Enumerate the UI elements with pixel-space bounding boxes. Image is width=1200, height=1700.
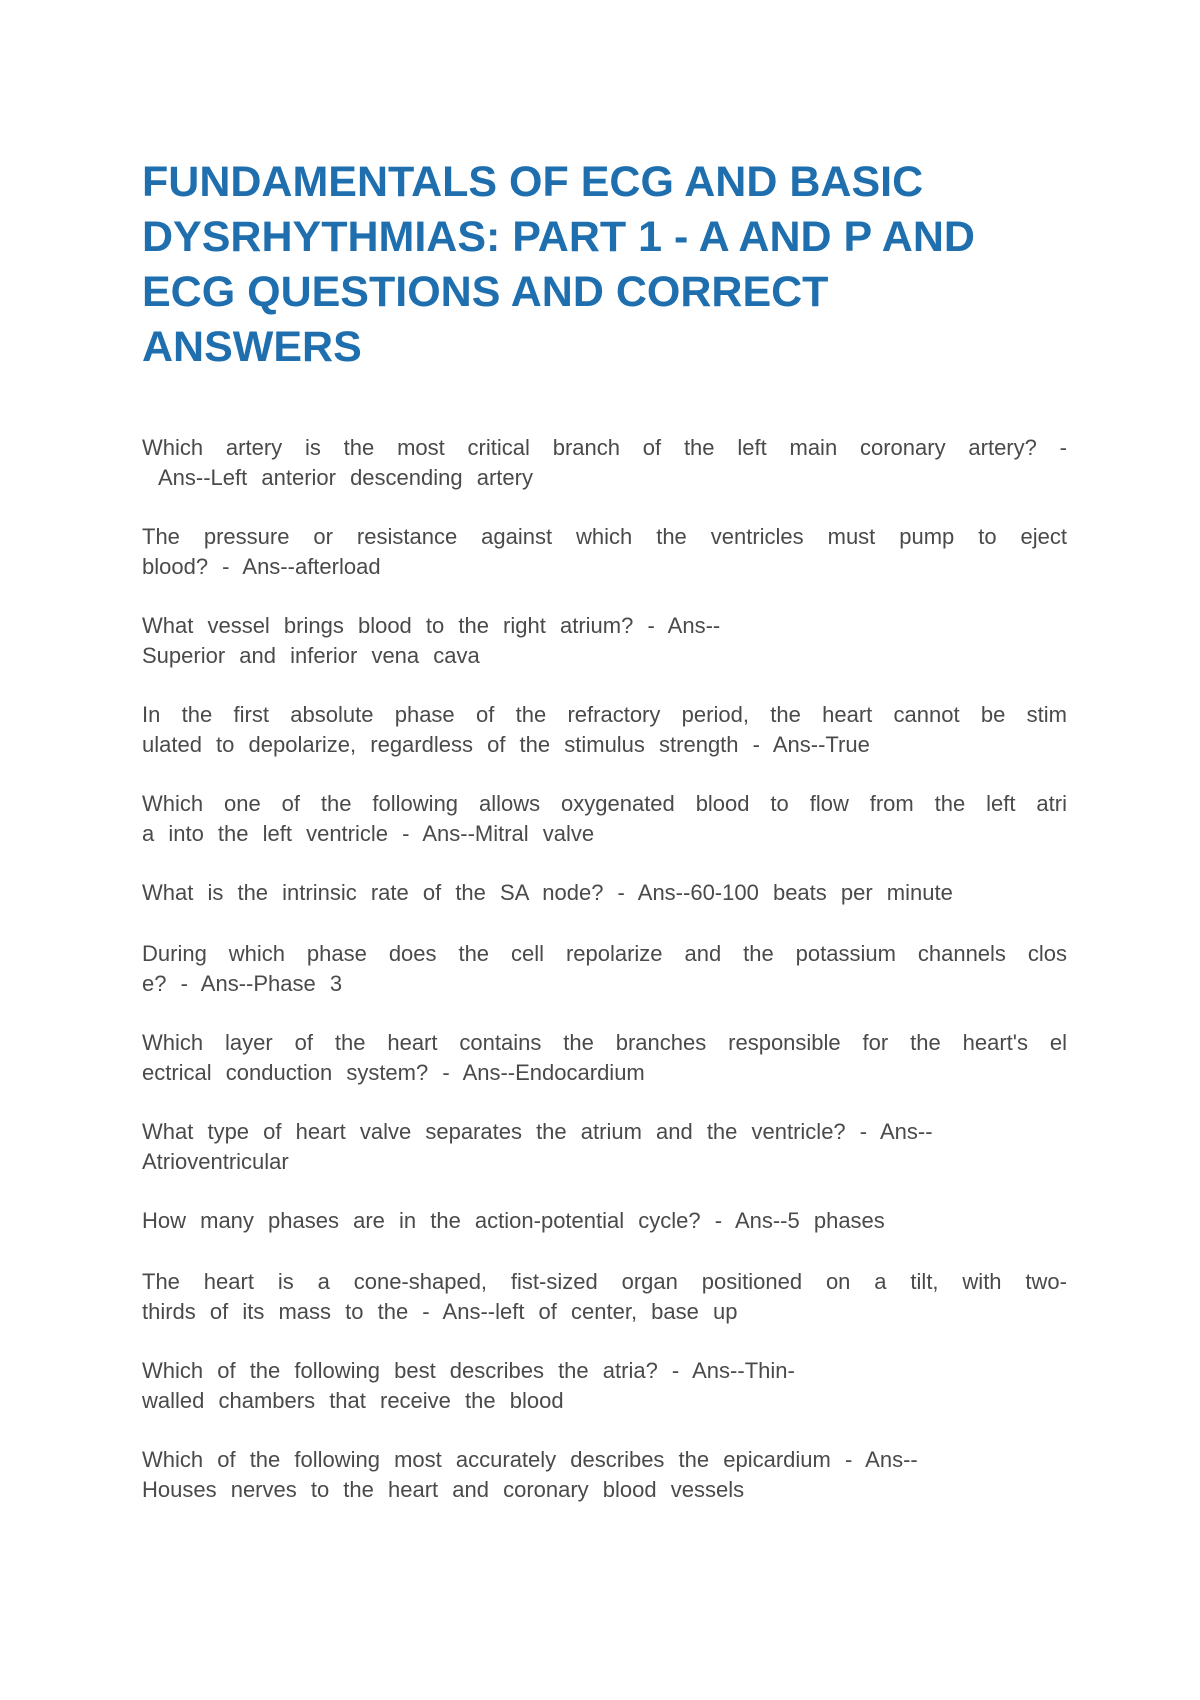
- qa-line: During which phase does the cell repolarize and the potassium channels clos: [142, 941, 1067, 966]
- qa-line: Which artery is the most critical branch of the left main coronary artery? -: [142, 435, 1067, 460]
- qa-line: ectrical conduction system? - Ans--Endocardium: [142, 1060, 645, 1085]
- qa-item: [142, 939, 1067, 999]
- qa-line: blood? - Ans--afterload: [142, 554, 381, 579]
- qa-item: [142, 1028, 1067, 1088]
- qa-line: Ans--Left anterior descending artery: [158, 465, 533, 490]
- qa-item: [142, 700, 1067, 760]
- qa-line: The heart is a cone-shaped, fist-sized organ positioned on a tilt, with two-: [142, 1269, 1067, 1294]
- qa-line: Which of the following best describes the atria? - Ans--Thin-: [142, 1358, 795, 1383]
- qa-item: [142, 1206, 1067, 1236]
- qa-item: [142, 433, 1067, 493]
- qa-item: [142, 789, 1067, 849]
- qa-line: What type of heart valve separates the atrium and the ventricle? - Ans--: [142, 1119, 933, 1144]
- qa-item: [142, 1267, 1067, 1327]
- document-page: [142, 155, 1067, 1534]
- qa-line: Atrioventricular: [142, 1149, 289, 1174]
- qa-list: [142, 433, 1067, 1505]
- title-line: ANSWERS: [142, 323, 362, 371]
- qa-line: How many phases are in the action-potential cycle? - Ans--5 phases: [142, 1208, 885, 1233]
- qa-line: The pressure or resistance against which the ventricles must pump to eject: [142, 524, 1067, 549]
- qa-line: What is the intrinsic rate of the SA node? - Ans--60-100 beats per minute: [142, 880, 953, 905]
- qa-line: ulated to depolarize, regardless of the stimulus strength - Ans--True: [142, 732, 870, 757]
- title-line: ECG QUESTIONS AND CORRECT: [142, 268, 829, 316]
- qa-line: a into the left ventricle - Ans--Mitral valve: [142, 821, 595, 846]
- document-title: [142, 155, 1067, 375]
- qa-item: [142, 1445, 1067, 1505]
- qa-line: Houses nerves to the heart and coronary blood vessels: [142, 1477, 745, 1502]
- qa-line: What vessel brings blood to the right atrium? - Ans--: [142, 613, 721, 638]
- qa-line: Which layer of the heart contains the branches responsible for the heart's el: [142, 1030, 1067, 1055]
- qa-item: [142, 1356, 1067, 1416]
- qa-line: walled chambers that receive the blood: [142, 1388, 564, 1413]
- title-line: FUNDAMENTALS OF ECG AND BASIC: [142, 158, 924, 206]
- qa-item: [142, 611, 1067, 671]
- qa-item: [142, 878, 1067, 908]
- qa-line: e? - Ans--Phase 3: [142, 971, 343, 996]
- qa-line: Which one of the following allows oxygenated blood to flow from the left atri: [142, 791, 1067, 816]
- qa-item: [142, 1117, 1067, 1177]
- title-line: DYSRHYTHMIAS: PART 1 - A AND P AND: [142, 213, 975, 261]
- qa-line: Superior and inferior vena cava: [142, 643, 480, 668]
- qa-item: [142, 522, 1067, 582]
- qa-line: thirds of its mass to the - Ans--left of center, base up: [142, 1299, 738, 1324]
- qa-line: Which of the following most accurately describes the epicardium - Ans--: [142, 1447, 918, 1472]
- qa-line: In the first absolute phase of the refractory period, the heart cannot be stim: [142, 702, 1067, 727]
